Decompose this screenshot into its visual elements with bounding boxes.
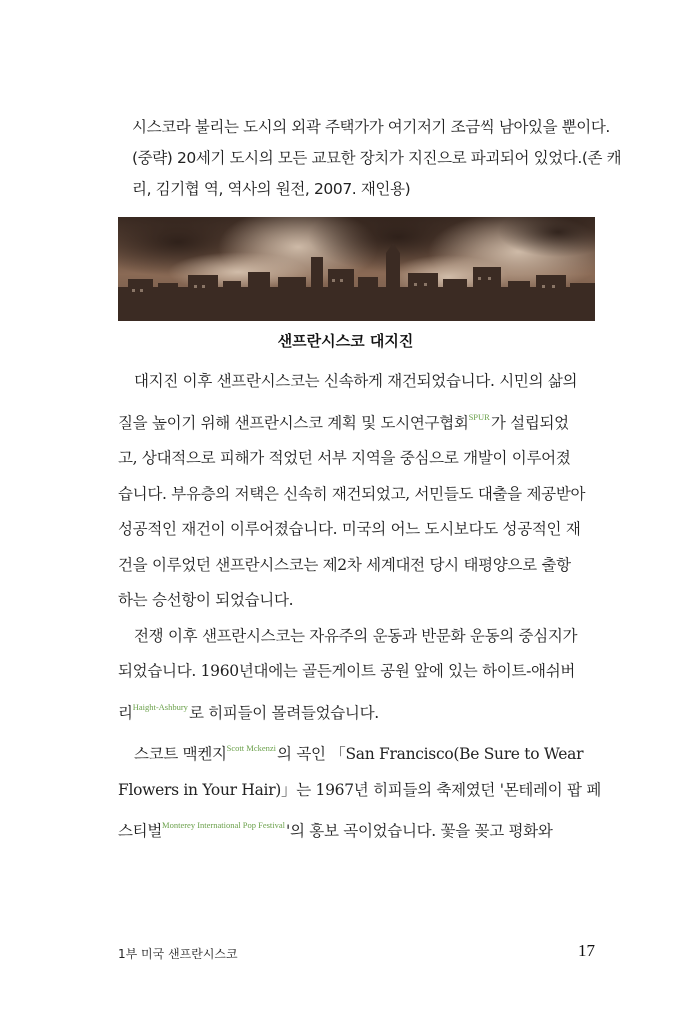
text-line: 건을 이루었던 샌프란시스코는 제2차 세계대전 당시 태평양으로 출항 [118,555,571,574]
quote-block [132,112,622,205]
text-span: 스티벌 [118,822,163,840]
quote-line: 시스코라 불리는 도시의 외곽 주택가가 여기저기 조금씩 남아있을 뿐이다. [132,118,610,136]
text-span: 리 [118,703,133,722]
annotation: Monterey International Pop Festival [162,820,286,830]
text-line: 전쟁 이후 샌프란시스코는 자유주의 운동과 반문화 운동의 중심지가 [134,626,578,645]
text-span: '의 홍보 곡이었습니다. 꽃을 꽂고 평화와 [286,822,553,840]
body-text [118,364,601,850]
quote-line: 리, 김기협 역, 역사의 원전, 2007. 재인용) [132,180,411,198]
text-span: 스코트 맥켄지 [134,745,227,763]
text-line: 되었습니다. 1960년대에는 골든게이트 공원 앞에 있는 하이트-애쉬버 [118,662,576,680]
text-span: 로 히피들이 몰려들었습니다. [188,703,379,722]
text-span: 가 설립되었 [490,413,569,432]
text-span: 의 곡인 「San Francisco(Be Sure to Wear [277,745,584,763]
text-line [118,400,598,442]
earthquake-photo [118,217,595,321]
page-number: 17 [578,941,595,960]
text-line [118,731,598,773]
figure-caption: 샌프란시스코 대지진 [277,332,414,350]
quote-line: (중략) 20세기 도시의 모든 교묘한 장치가 지진으로 파괴되어 있었다.(존 캐 [132,149,622,167]
annotation: Scott Mckenzi [226,743,277,753]
annotation: SPUR [468,411,490,422]
text-line: 성공적인 재건이 이루어졌습니다. 미국의 어느 도시보다도 성공적인 재 [118,520,581,538]
text-line: 습니다. 부유층의 저택은 신속히 재건되었고, 서민들도 대출을 제공받아 [118,484,586,503]
text-span: 질을 높이기 위해 샌프란시스코 계획 및 도시연구협회 [118,413,469,432]
text-line [118,808,598,850]
text-line [118,690,598,732]
text-line: Flowers in Your Hair)」는 1967년 히피들의 축제였던 '몬테레이 팝 페 [118,780,601,799]
running-footer: 1부 미국 샌프란시스코 [118,947,238,961]
text-line: 고, 상대적으로 피해가 적었던 서부 지역을 중심으로 개발이 이루어졌 [118,449,571,467]
text-line: 대지진 이후 샌프란시스코는 신속하게 재건되었습니다. 시민의 삶의 [134,372,578,390]
annotation: Haight-Ashbury [132,701,188,712]
text-line: 하는 승선항이 되었습니다. [118,591,294,609]
